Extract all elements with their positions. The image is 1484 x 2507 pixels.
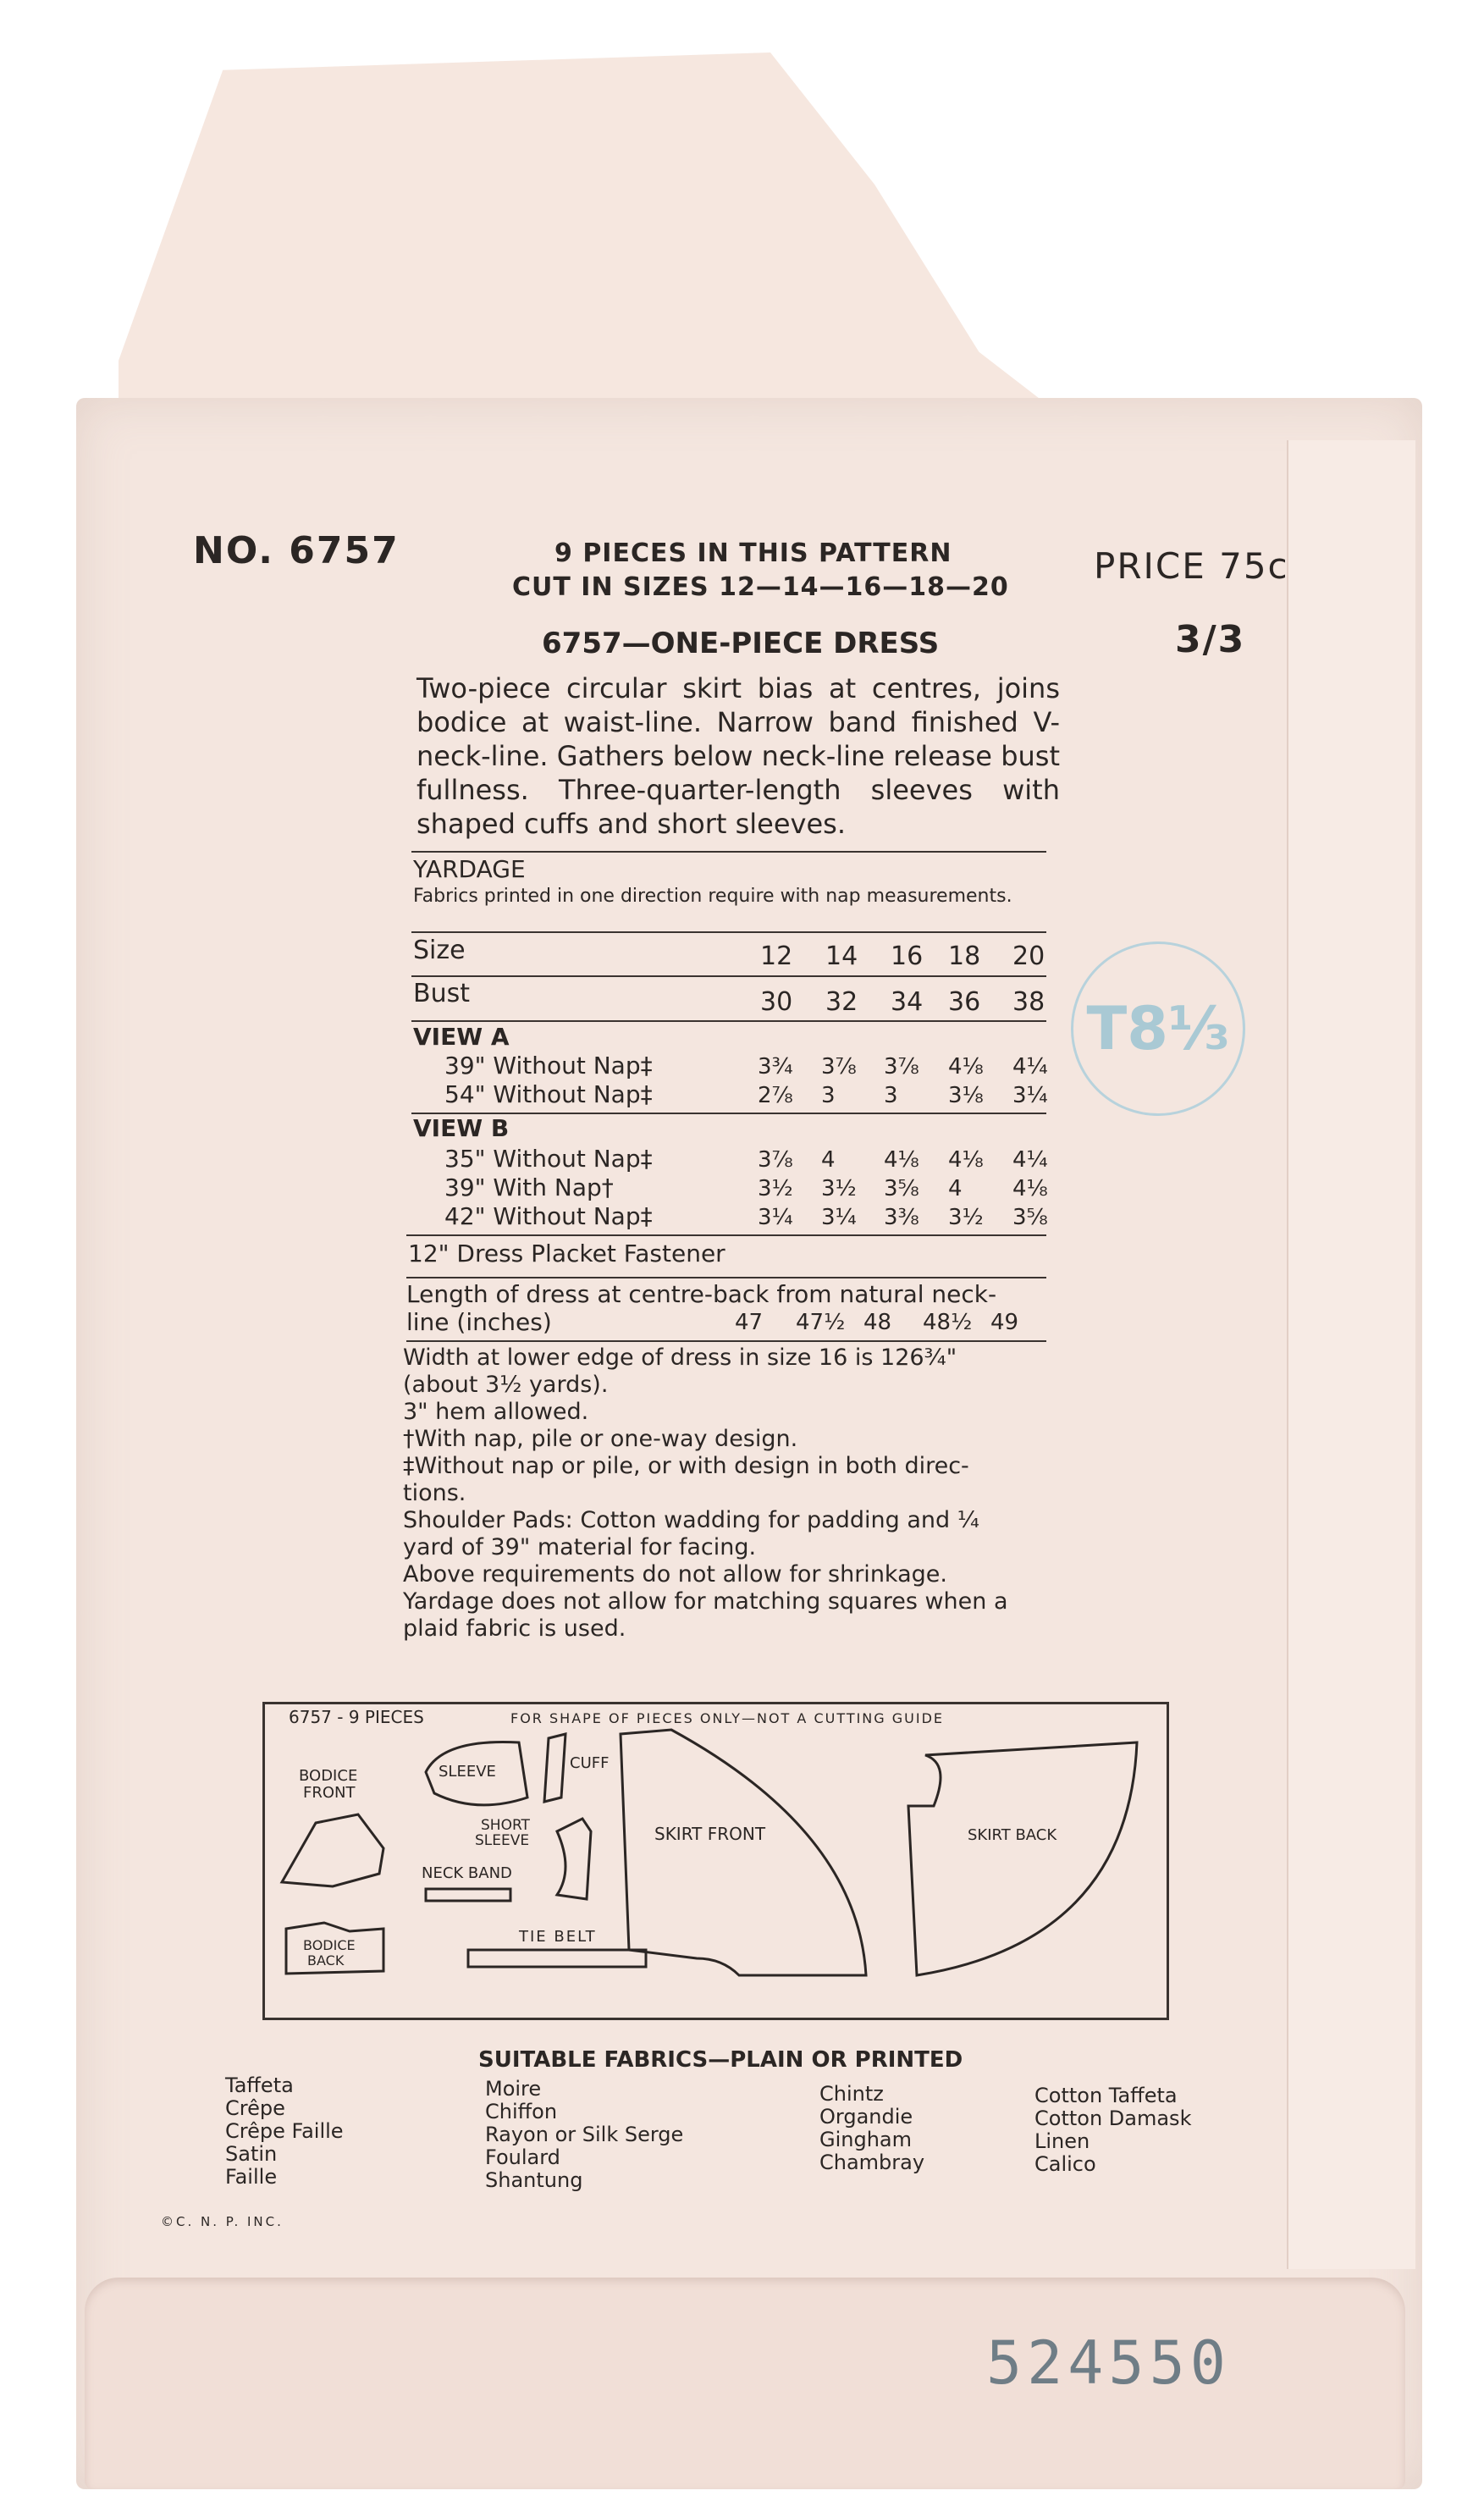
price: PRICE 75c xyxy=(1094,545,1289,587)
bodice-front-label-1: BODICE xyxy=(299,1767,358,1785)
size-14: 14 xyxy=(825,942,858,971)
bodice-front-piece xyxy=(282,1814,383,1886)
pattern-pieces-diagram xyxy=(262,1702,1169,2020)
fabrics-column-3 xyxy=(819,2083,924,2174)
length-line-2: line (inches) xyxy=(406,1308,552,1336)
description: Two-piece circular skirt bias at centres, joins bodice at waist-line. Narrow band finished V-neck-line. Gathers below neck-line release bust fullness. Three-quarter-length sleeves with shaped cuffs and short sleeves. xyxy=(417,672,1060,840)
rule xyxy=(411,931,1046,933)
fabric-item: Cotton Taffeta xyxy=(1034,2084,1178,2107)
view-a-row-1-20: 4¼ xyxy=(1012,1054,1048,1080)
view-a-row-2-label: 54" Without Nap‡ xyxy=(444,1080,653,1108)
note-line: yard of 39" material for facing. xyxy=(403,1534,757,1560)
cuff-label: CUFF xyxy=(570,1754,610,1772)
fabric-item: Crêpe Faille xyxy=(225,2119,344,2143)
yardage-heading: YARDAGE xyxy=(413,855,526,883)
view-a-row-1-14: 3⅞ xyxy=(821,1054,857,1080)
rule xyxy=(406,1340,1046,1342)
view-b-row-2-18: 4 xyxy=(948,1176,963,1201)
rule xyxy=(406,1234,1046,1236)
view-a-row-1-18: 4⅛ xyxy=(948,1054,984,1080)
note-line: tions. xyxy=(403,1480,466,1506)
size-stamp: T8⅓ xyxy=(1071,942,1245,1116)
view-b-row-3-14: 3¼ xyxy=(821,1205,857,1230)
note-line: †With nap, pile or one-way design. xyxy=(403,1426,798,1452)
note-line: 3" hem allowed. xyxy=(403,1399,589,1425)
rule xyxy=(411,975,1046,977)
fabric-item: Moire xyxy=(485,2077,542,2101)
view-b-row-3-12: 3¼ xyxy=(758,1205,793,1230)
length-12: 47 xyxy=(735,1310,764,1335)
pieces-line: 9 PIECES IN THIS PATTERN xyxy=(554,538,952,568)
view-b-row-1-18: 4⅛ xyxy=(948,1147,984,1173)
skirt-back-piece xyxy=(908,1742,1137,1975)
short-sleeve-label-2: SLEEVE xyxy=(475,1832,530,1849)
length-20: 49 xyxy=(990,1310,1019,1335)
fabrics-column-2 xyxy=(485,2078,683,2192)
skirt-front-label: SKIRT FRONT xyxy=(654,1824,766,1844)
sizes-line: CUT IN SIZES 12—14—16—18—20 xyxy=(512,572,1009,602)
fabric-item: Calico xyxy=(1034,2152,1096,2176)
tie-belt-label: TIE BELT xyxy=(519,1928,597,1946)
pattern-code: 3/3 xyxy=(1175,618,1246,661)
view-b-row-2-label: 39" With Nap† xyxy=(444,1173,614,1201)
bust-label: Bust xyxy=(413,979,470,1008)
short-sleeve-piece xyxy=(557,1819,591,1899)
size-label: Size xyxy=(413,936,466,965)
view-b-row-2-14: 3½ xyxy=(821,1176,857,1201)
fabric-item: Cotton Damask xyxy=(1034,2107,1192,2130)
note-line: (about 3½ yards). xyxy=(403,1372,609,1398)
pattern-number: NO. 6757 xyxy=(193,529,400,572)
length-18: 48½ xyxy=(923,1310,973,1335)
bust-32: 32 xyxy=(825,987,858,1017)
bodice-back-label-2: BACK xyxy=(307,1952,345,1969)
view-b-row-3-label: 42" Without Nap‡ xyxy=(444,1202,653,1230)
fabric-item: Faille xyxy=(225,2165,278,2189)
view-a-row-1-12: 3¾ xyxy=(758,1054,793,1080)
note-line: ‡Without nap or pile, or with design in both direc- xyxy=(403,1453,969,1479)
view-a-row-2-16: 3 xyxy=(884,1083,898,1108)
note-line: Width at lower edge of dress in size 16 is 126¾" xyxy=(403,1345,957,1371)
length-line-1: Length of dress at centre-back from natural neck- xyxy=(406,1280,997,1308)
fabric-item: Satin xyxy=(225,2142,278,2166)
lot-number: 524550 xyxy=(986,2328,1231,2398)
copyright: ©C. N. P. INC. xyxy=(161,2214,284,2229)
view-b-row-1-label: 35" Without Nap‡ xyxy=(444,1145,653,1173)
view-b-row-1-12: 3⅞ xyxy=(758,1147,793,1173)
size-16: 16 xyxy=(891,942,924,971)
diagram-label: 6757 - 9 PIECES xyxy=(289,1707,424,1727)
fabrics-column-1 xyxy=(225,2074,344,2189)
bust-38: 38 xyxy=(1012,987,1045,1017)
envelope-side-fold xyxy=(1287,440,1415,2269)
neck-band-piece xyxy=(426,1889,510,1901)
notes-block xyxy=(403,1345,1008,1643)
skirt-back-label: SKIRT BACK xyxy=(968,1826,1057,1844)
length-16: 48 xyxy=(863,1310,892,1335)
view-a-row-2-18: 3⅛ xyxy=(948,1083,984,1108)
fabric-item: Chiffon xyxy=(485,2100,558,2123)
fabrics-heading: SUITABLE FABRICS—PLAIN OR PRINTED xyxy=(478,2047,963,2073)
length-14: 47½ xyxy=(796,1310,846,1335)
fabric-item: Organdie xyxy=(819,2105,913,2129)
view-b-label: VIEW B xyxy=(413,1114,510,1142)
view-a-row-1-label: 39" Without Nap‡ xyxy=(444,1052,653,1080)
view-b-row-3-18: 3½ xyxy=(948,1205,984,1230)
size-18: 18 xyxy=(948,942,981,971)
size-20: 20 xyxy=(1012,942,1045,971)
rule xyxy=(411,851,1046,853)
view-a-row-2-12: 2⅞ xyxy=(758,1083,793,1108)
view-b-row-1-14: 4 xyxy=(821,1147,836,1173)
view-b-row-3-16: 3⅜ xyxy=(884,1205,919,1230)
bust-30: 30 xyxy=(760,987,793,1017)
view-b-row-2-12: 3½ xyxy=(758,1176,793,1201)
short-sleeve-label-1: SHORT xyxy=(481,1817,530,1834)
note-line: Above requirements do not allow for shrinkage. xyxy=(403,1561,947,1588)
view-b-row-2-16: 3⅝ xyxy=(884,1176,919,1201)
fabric-item: Foulard xyxy=(485,2145,560,2169)
fabric-item: Linen xyxy=(1034,2129,1090,2153)
pattern-title: 6757—ONE-PIECE DRESS xyxy=(542,627,940,660)
neck-band-label: NECK BAND xyxy=(422,1864,512,1882)
view-a-row-2-14: 3 xyxy=(821,1083,836,1108)
fabric-item: Shantung xyxy=(485,2168,583,2192)
view-a-row-1-16: 3⅞ xyxy=(884,1054,919,1080)
view-b-row-1-16: 4⅛ xyxy=(884,1147,919,1173)
rule xyxy=(406,1277,1046,1278)
note-line: Yardage does not allow for matching squares when a xyxy=(403,1588,1008,1615)
fabrics-column-4 xyxy=(1034,2085,1191,2176)
fabric-item: Taffeta xyxy=(225,2074,294,2097)
bodice-back-label-1: BODICE xyxy=(303,1937,356,1953)
size-12: 12 xyxy=(760,942,793,971)
view-b-row-3-20: 3⅝ xyxy=(1012,1205,1048,1230)
note-line: Shoulder Pads: Cotton wadding for padding and ¼ xyxy=(403,1507,979,1533)
yardage-note: Fabrics printed in one direction require with nap measurements. xyxy=(413,886,1012,907)
fabric-item: Gingham xyxy=(819,2128,913,2151)
fabric-item: Chintz xyxy=(819,2082,884,2106)
fabric-item: Chambray xyxy=(819,2151,925,2174)
bodice-front-label-2: FRONT xyxy=(303,1784,356,1802)
view-b-row-2-20: 4⅛ xyxy=(1012,1176,1048,1201)
view-a-label: VIEW A xyxy=(413,1023,510,1051)
cuff-piece xyxy=(544,1734,565,1802)
tie-belt-piece xyxy=(468,1950,646,1967)
bust-34: 34 xyxy=(891,987,924,1017)
fabric-item: Rayon or Silk Serge xyxy=(485,2123,684,2146)
note-line: plaid fabric is used. xyxy=(403,1615,626,1642)
view-b-row-1-20: 4¼ xyxy=(1012,1147,1048,1173)
rule xyxy=(411,1020,1046,1022)
placket-line: 12" Dress Placket Fastener xyxy=(408,1240,725,1267)
bust-36: 36 xyxy=(948,987,981,1017)
pieces-svg xyxy=(265,1704,1167,2018)
sleeve-label: SLEEVE xyxy=(439,1763,496,1781)
skirt-front-piece xyxy=(621,1730,866,1975)
fabric-item: Crêpe xyxy=(225,2096,285,2120)
view-a-row-2-20: 3¼ xyxy=(1012,1083,1048,1108)
diagram-caption: FOR SHAPE OF PIECES ONLY—NOT A CUTTING GUIDE xyxy=(510,1710,945,1726)
